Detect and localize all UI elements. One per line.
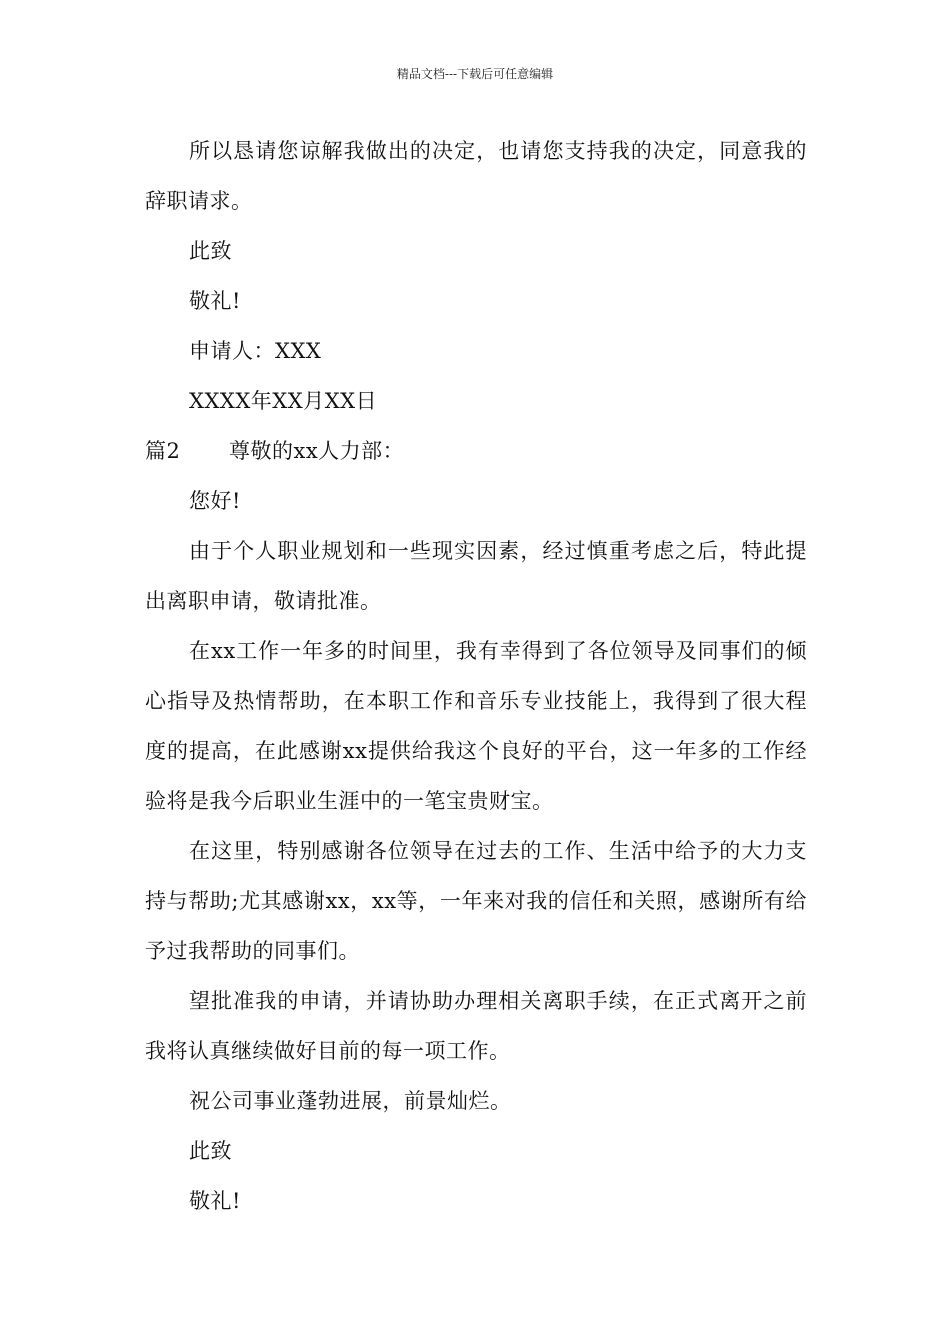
- closing-respect-2: 敬礼!: [189, 1189, 241, 1213]
- closing-respect: 敬礼!: [189, 289, 241, 313]
- document-body: [145, 126, 807, 1226]
- paragraph-reason: 由于个人职业规划和一些现实因素，经过慎重考虑之后，特此提出离职申请，敬请批准。: [145, 539, 807, 613]
- date-line: XXXX年XX月XX日: [189, 389, 378, 413]
- paragraph-request: 所以恳请您谅解我做出的决定，也请您支持我的决定，同意我的辞职请求。: [145, 139, 807, 213]
- page-header: 精品文档---下载后可任意编辑: [396, 67, 554, 81]
- section-label: 篇2: [145, 439, 181, 463]
- paragraph-wishes: 祝公司事业蓬勃进展，前景灿烂。: [189, 1089, 512, 1113]
- paragraph-thanks: 在这里，特别感谢各位领导在过去的工作、生活中给予的大力支持与帮助;尤其感谢xx，xx等，一年来对我的信任和关照，感谢所有给予过我帮助的同事们。: [145, 839, 807, 963]
- paragraph-handover: 望批准我的申请，并请协助办理相关离职手续，在正式离开之前我将认真继续做好目前的每一项工作。: [145, 989, 807, 1063]
- section-title: 尊敬的xx人力部：: [229, 439, 405, 463]
- greeting: 您好!: [189, 489, 241, 513]
- closing-salutation: 此致: [189, 239, 232, 263]
- applicant-line: 申请人：XXX: [189, 339, 322, 363]
- closing-salutation-2: 此致: [189, 1139, 232, 1163]
- paragraph-gratitude: 在xx工作一年多的时间里，我有幸得到了各位领导及同事们的倾心指导及热情帮助，在本职工作和音乐专业技能上，我得到了很大程度的提高，在此感谢xx提供给我这个良好的平台，这一年多的工作经验将是我今后职业生涯中的一笔宝贵财宝。: [145, 639, 807, 813]
- section-heading: [145, 426, 807, 476]
